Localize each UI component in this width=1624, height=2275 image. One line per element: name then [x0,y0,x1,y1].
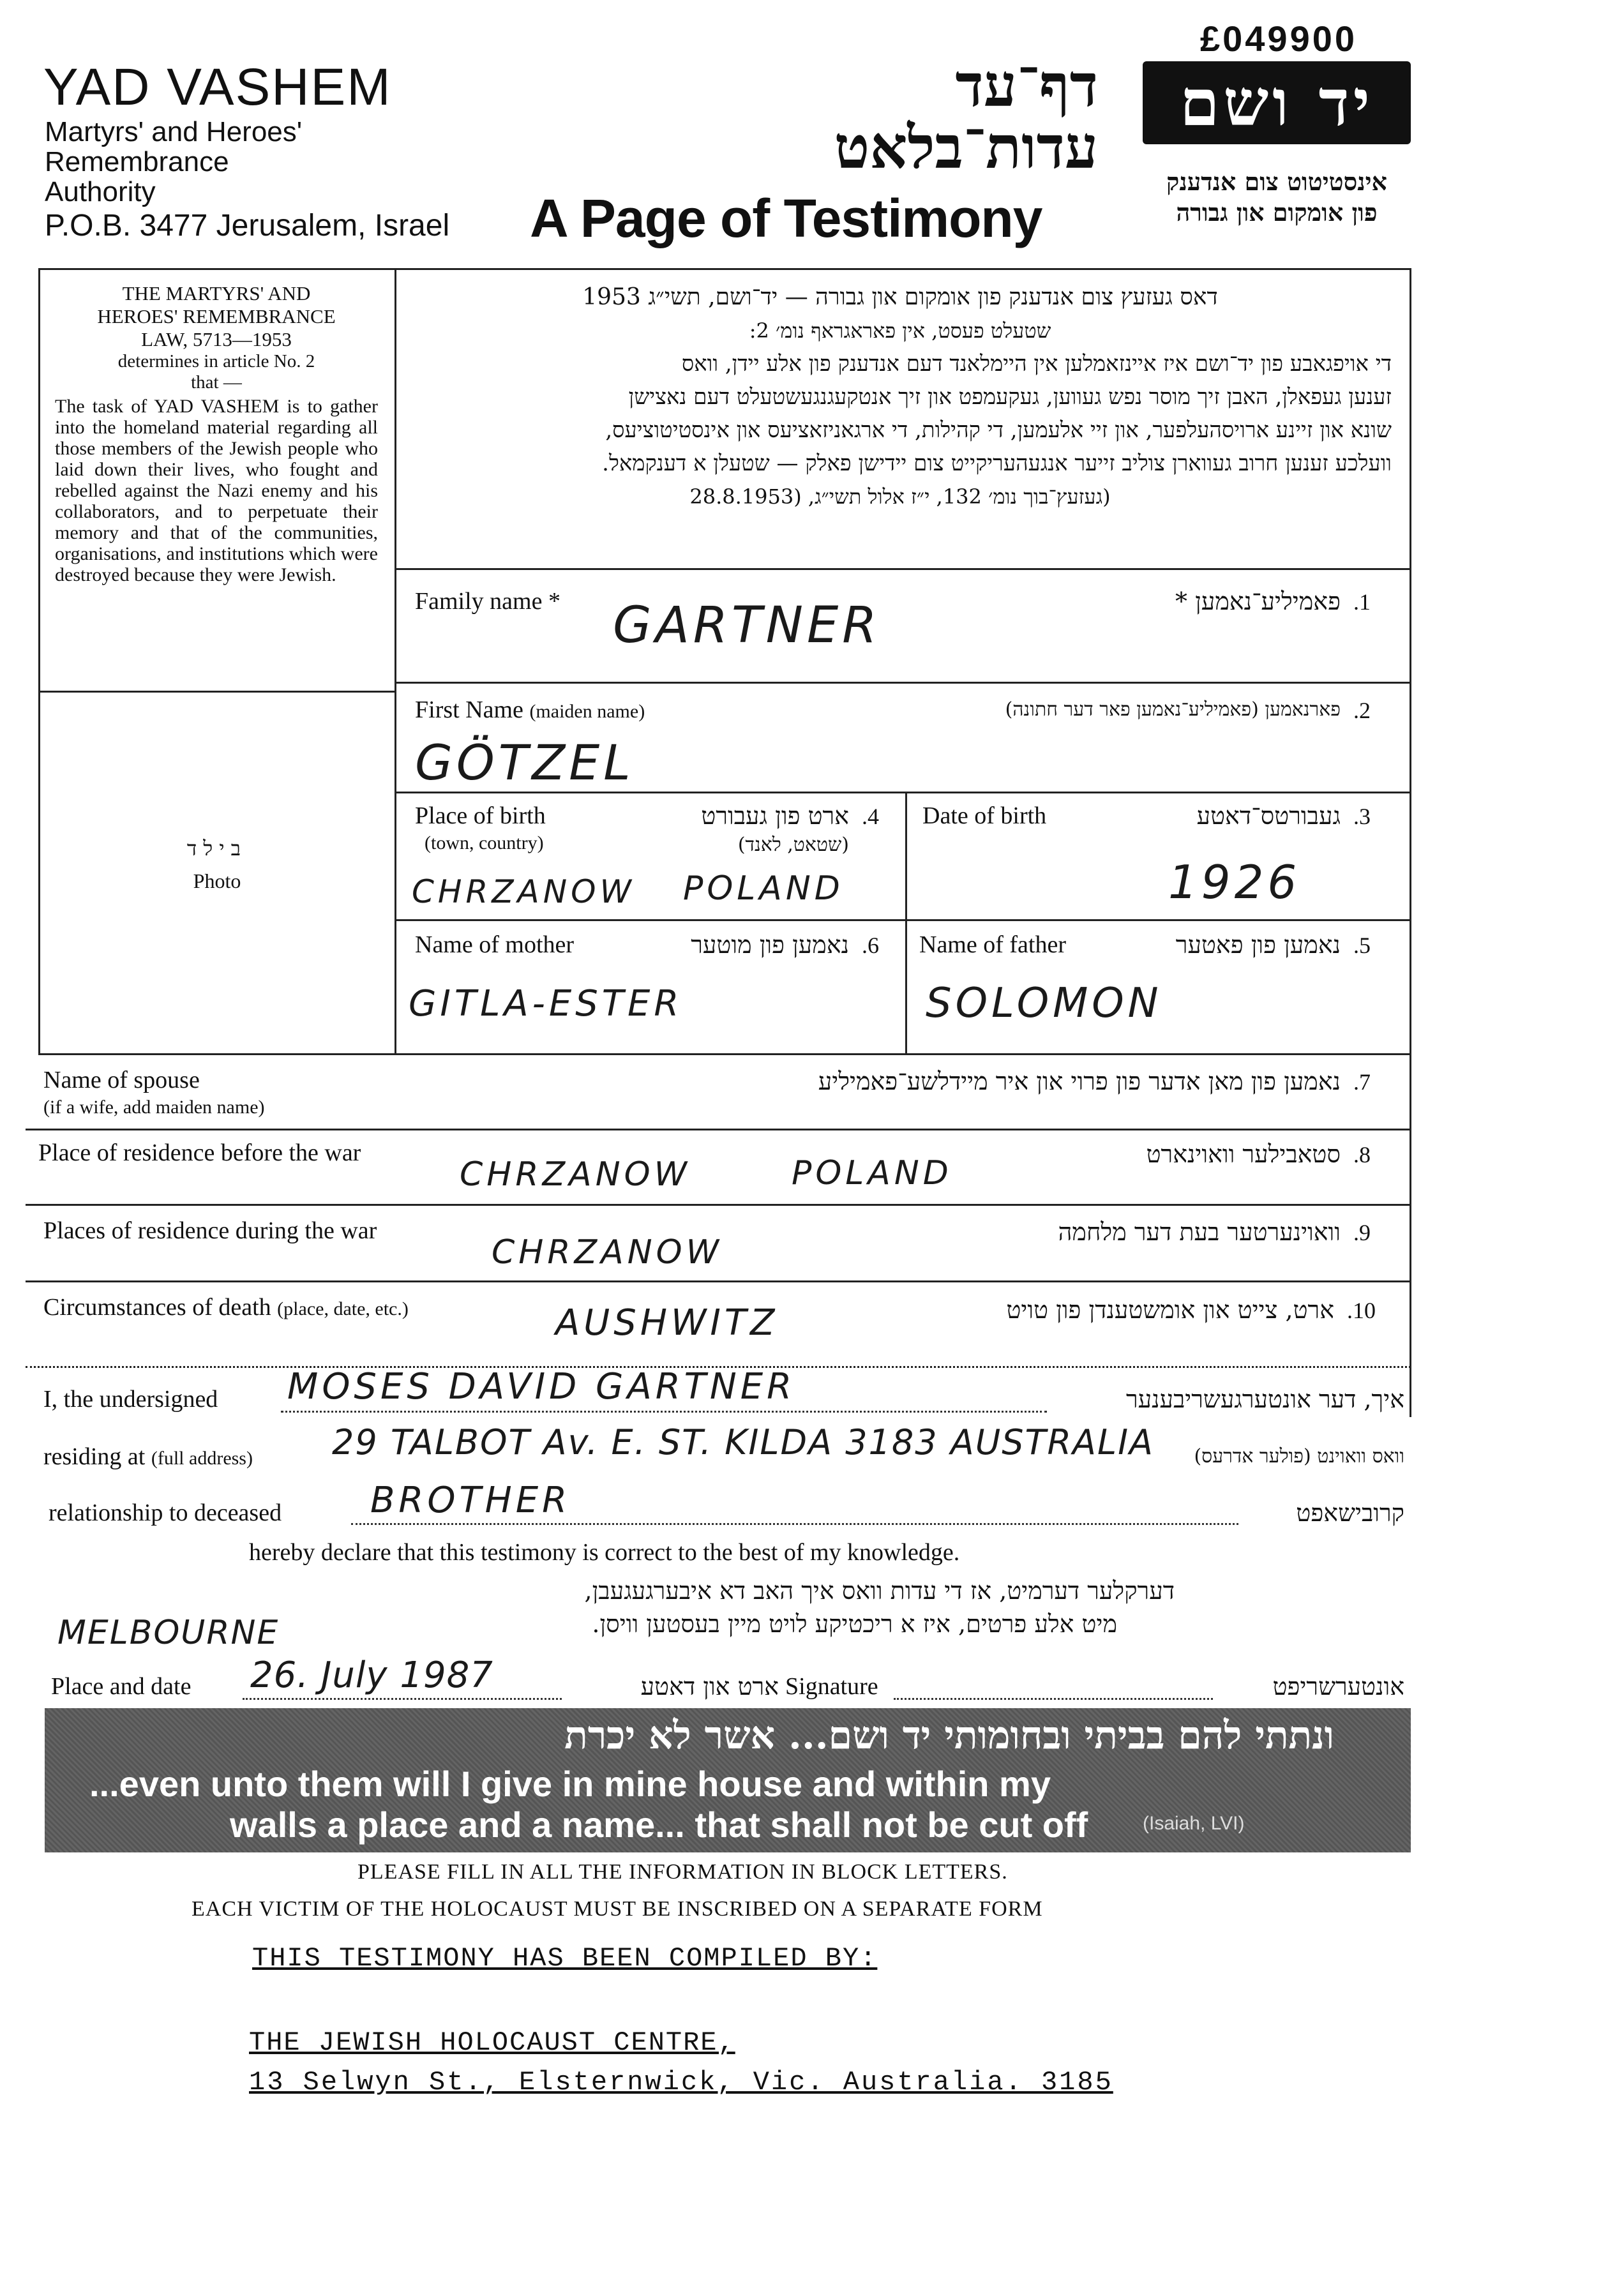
law-body: The task of YAD VASHEM is to gather into the homeland material regarding all those members of the Jewish people who laid down their lives, who fought and rebelled against the Nazi enemy and his collaborators, and to perpetuate their memory and that of the communities, organisations, and institutions which were destroyed because they were Jewish. [55,396,378,585]
death-label-yi: ארט, צייט און אומשטענדן פון טויט [1006,1296,1334,1324]
org-line-1: Martyrs' and Heroes' [45,116,303,147]
place-of-birth-label-yi: ארט פון געבורט [701,802,849,830]
yiddish-law-7: (געזעץ־בוך נומ׳ 132, י״ז אלול תשי״ג, (28.8.1953 [689,484,1111,509]
first-name-label-note: (maiden name) [529,701,645,722]
death-label-text: Circumstances of death [43,1294,271,1321]
banner-line-2: walls a place and a name... that shall not be cut off [230,1805,1088,1845]
quote-banner [45,1708,1411,1852]
yiddish-law-6: וועלכע זענען חרוב געווארן צוליב זייער אנגעהעריקייט צום יידישן פאלק — שטעלן א דענקמאל. [602,451,1392,476]
place-date-label-yi: ארט און דאטע [640,1672,779,1701]
place-of-birth-num: .4 [862,804,879,829]
place-of-birth-country: POLAND [683,869,844,908]
first-name-label-yi: פארנאמען (פאמיליע־נאמען פאר דער חתונה) [1005,698,1341,721]
stamp-line-3: 13 Selwyn St., Elsternwick, Vic. Australia. 3185 [249,2067,1113,2098]
relationship-label-yi: קרובישאפט [1296,1499,1404,1527]
place-of-birth-label: Place of birth [415,802,546,829]
family-name-value: GARTNER [613,597,881,654]
relationship-label: relationship to deceased [49,1499,282,1526]
yiddish-law-4: זענען געפאלן, האבן זיך מוסר נפש געווען, געקעמפט און זיך אנטקעגנגעשטעלט דעם נאצישן [628,384,1392,410]
photo-label: Photo [193,869,241,892]
place-of-birth-note-yi: (שטאט, לאנד) [737,834,849,856]
spouse-num: .7 [1353,1069,1371,1095]
spouse-note: (if a wife, add maiden name) [43,1097,265,1118]
mother-value: GITLA-ESTER [409,983,683,1025]
residing-value: 29 TALBOT Av. E. ST. KILDA 3183 AUSTRALIA [332,1422,1154,1462]
death-label [43,1293,409,1321]
residing-label-yi: וואס וואוינט (פולער אדרעס) [1194,1445,1404,1468]
father-label-yi: נאמען פון פאטער [1175,931,1341,959]
first-name-num: .2 [1353,698,1371,723]
photo-label-hebrew: בילד [186,836,248,860]
org-line-3: Authority [45,176,156,207]
residing-label-text: residing at [43,1443,146,1470]
title-hebrew-2: עדות־בלאט [834,113,1098,182]
yiddish-law-2: שטעלט פעסט, אין פאראגראף נומ׳ 2: [749,319,1051,343]
stamp-line-2: THE JEWISH HOLOCAUST CENTRE, [249,2027,735,2058]
date-of-birth-label-yi: געבורטס־דאטע [1196,802,1341,830]
residence-before-country: POLAND [792,1154,952,1192]
residence-during-value: CHRZANOW [492,1233,723,1272]
serial-number: £049900 [1200,19,1358,59]
city-handwritten: MELBOURNE [57,1614,280,1652]
death-value: AUSHWITZ [555,1302,779,1344]
yad-vashem-logo [1143,61,1411,144]
mother-num: .6 [862,933,879,958]
law-heading-1: THE MARTYRS' AND [122,282,311,304]
relationship-value: BROTHER [370,1480,571,1521]
org-line-2: Remembrance [45,146,229,177]
law-heading-3: LAW, 5713—1953 [141,328,292,350]
undersigned-label-yi: איך, דער אונטערגעשריבענער [1125,1385,1404,1413]
stamp-line-1: THIS TESTIMONY HAS BEEN COMPILED BY: [252,1943,878,1974]
yiddish-law-5: שונא און זיינע ארויסהעלפער, און זיי אלעמען, די קהילות, די ארגאניזאציעס און אינסטיטוציעס, [605,417,1392,443]
signature-label-yi: אונטערשריפט [1272,1672,1404,1701]
father-value: SOLOMON [926,980,1162,1027]
family-name-label: Family name * [415,588,560,615]
place-of-birth-town: CHRZANOW [412,873,635,910]
banner-line-1: ...even unto them will I give in mine house and within my [89,1764,1051,1804]
instruction-2: EACH VICTIM OF THE HOLOCAUST MUST BE INSCRIBED ON A SEPARATE FORM [192,1897,1043,1921]
declare-yi-1: דערקלער דערמיט, אז די עדות וואס איך האב דא איבערגעגעבן, [584,1577,1175,1605]
title-hebrew-1: דף־עד [955,51,1098,120]
logo-caption-2: פון אומקום און גבורה [1176,198,1378,227]
undersigned-value: MOSES DAVID GARTNER [287,1366,796,1408]
yiddish-law-1: דאס געזעץ צום אנדענק פון אומקום און גבורה — יד־ושם, תשי״ג 1953 [582,284,1218,310]
place-of-birth-note: (town, country) [425,832,544,853]
signature-label: Signature [785,1673,878,1700]
residence-before-label: Place of residence before the war [38,1139,361,1166]
yiddish-law [409,281,1392,513]
residence-before-town: CHRZANOW [460,1155,691,1194]
law-heading-2: HEROES' REMEMBRANCE [97,305,336,327]
law-box [41,276,392,686]
residence-before-label-yi: סטאבילער וואוינארט [1146,1140,1341,1168]
father-label: Name of father [919,931,1066,958]
death-num: .10 [1347,1298,1376,1323]
mother-label-yi: נאמען פון מוטער [691,931,849,959]
undersigned-label: I, the undersigned [43,1386,218,1413]
place-date-label: Place and date [51,1673,192,1700]
banner-hebrew: ונתתי להם בביתי ובחומותי יד ושם... אשר לא יכרת [564,1713,1334,1758]
family-name-label-yi: פאמיליע־נאמען * [1175,587,1341,615]
first-name-value: GÖTZEL [415,734,635,791]
declare-text: hereby declare that this testimony is correct to the best of my knowledge. [249,1539,960,1566]
org-address: P.O.B. 3477 Jerusalem, Israel [45,209,450,243]
residence-during-label-yi: וואוינערטער בעת דער מלחמה [1058,1218,1341,1246]
date-of-birth-value: 1926 [1168,855,1301,909]
place-date-value: 26. July 1987 [250,1655,493,1696]
spouse-label-yi: נאמען פון מאן אדער פון פרוי און איר מיידלשע־פאמיליע [818,1067,1341,1095]
father-num: .5 [1353,933,1371,958]
date-of-birth-num: .3 [1353,804,1371,829]
logo-text: יד ושם [1180,65,1374,140]
instruction-1: PLEASE FILL IN ALL THE INFORMATION IN BLOCK LETTERS. [357,1860,1008,1884]
org-name: YAD VASHEM [43,58,392,116]
banner-ref: (Isaiah, LVI) [1143,1813,1245,1834]
signature-line [894,1698,1213,1700]
death-label-note: (place, date, etc.) [277,1298,409,1319]
family-name-num: .1 [1353,589,1371,615]
yiddish-law-3: די אויפגאבע פון יד־ושם איז איינזאמלען אין היימלאנד דעם אנדענק פון אלע יידן, וואס [681,351,1392,377]
residence-during-num: .9 [1353,1220,1371,1245]
law-heading-5: that — [191,372,242,393]
residence-during-label: Places of residence during the war [43,1217,377,1244]
residing-label-note: (full address) [151,1448,253,1469]
declare-yi-2: מיט אלע פרטים, איז א ריכטיקע לויט מיין בעסטען וויסן. [592,1610,1117,1638]
page-title: A Page of Testimony [530,188,1042,248]
first-name-label-text: First Name [415,696,523,723]
first-name-label [415,696,645,724]
residing-label [43,1443,253,1471]
logo-caption-1: אינסטיטוט צום אנדענק [1166,167,1387,196]
spouse-label: Name of spouse [43,1067,200,1093]
mother-label: Name of mother [415,931,575,958]
residence-before-num: .8 [1353,1142,1371,1168]
law-heading-4: determines in article No. 2 [117,351,315,372]
date-of-birth-label: Date of birth [922,802,1047,829]
